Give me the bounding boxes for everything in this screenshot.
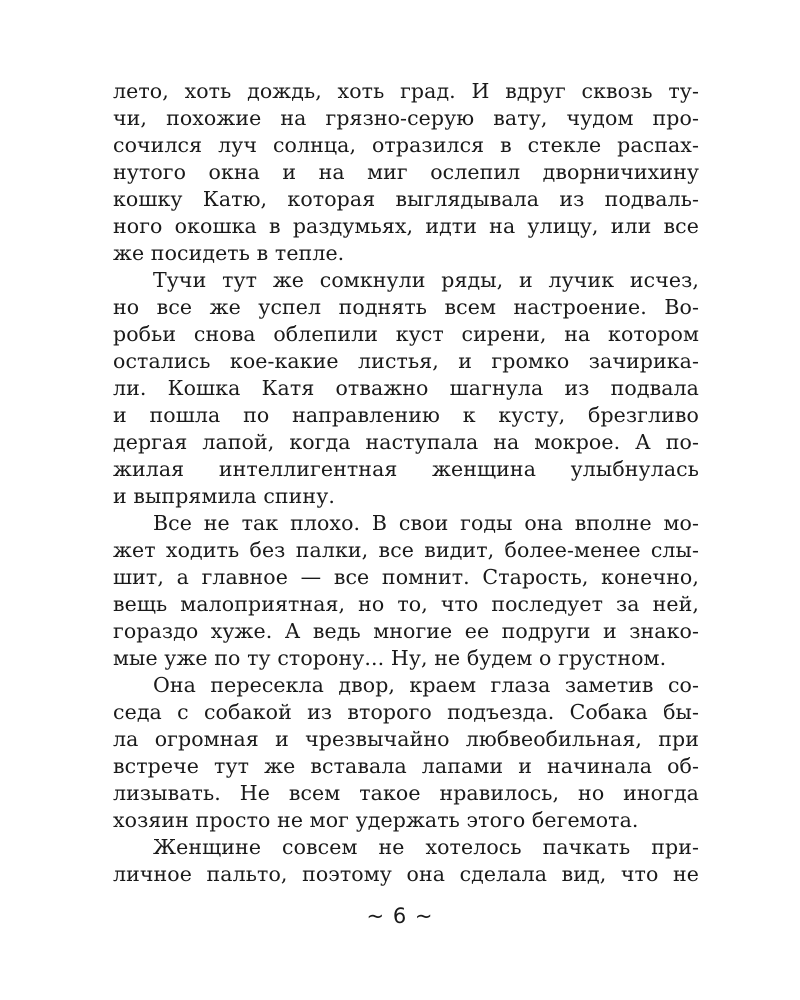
- text-line: мые уже по ту сторону... Ну, не будем о грустном.: [113, 646, 667, 670]
- paragraph-5: [113, 834, 699, 888]
- text-line: но все же успел поднять всем настроение. Во-: [113, 295, 699, 319]
- paragraph-2: [113, 267, 699, 510]
- text-line: ли. Кошка Катя отважно шагнула из подвала: [113, 376, 699, 400]
- text-line: же посидеть в тепле.: [113, 241, 345, 265]
- text-line: вещь малоприятная, но то, что последует за ней,: [113, 592, 699, 616]
- text-line: робьи снова облепили куст сирени, на котором: [113, 322, 699, 346]
- text-line: седа с собакой из второго подъезда. Собака бы-: [113, 700, 699, 724]
- text-line: гораздо хуже. А ведь многие ее подруги и знако-: [113, 619, 699, 643]
- text-line: Тучи тут же сомкнули ряды, и лучик исчез,: [153, 268, 699, 292]
- paragraph-4: [113, 672, 699, 834]
- text-line: и выпрямила спину.: [113, 484, 335, 508]
- text-line: хозяин просто не мог удержать этого бегемота.: [113, 808, 639, 832]
- text-line: и пошла по направлению к кусту, брезгливо: [113, 403, 699, 427]
- text-line: кошку Катю, которая выглядывала из подваль-: [113, 187, 699, 211]
- text-line: жет ходить без палки, все видит, более-менее слы-: [113, 538, 699, 562]
- text-line: жилая интеллигентная женщина улыбнулась: [113, 457, 699, 481]
- text-line: шит, а главное — все помнит. Старость, конечно,: [113, 565, 699, 589]
- text-line: Она пересекла двор, краем глаза заметив со-: [153, 673, 699, 697]
- text-line: Все не так плохо. В свои годы она вполне мо-: [153, 511, 699, 535]
- text-line: личное пальто, поэтому она сделала вид, что не: [113, 862, 699, 886]
- text-line: Женщине совсем не хотелось пачкать при-: [153, 835, 699, 859]
- text-line: лизывать. Не всем такое нравилось, но иногда: [113, 781, 699, 805]
- text-line: нутого окна и на миг ослепил дворничихину: [113, 160, 699, 184]
- text-line: лето, хоть дождь, хоть град. И вдруг сквозь ту-: [113, 79, 699, 103]
- paragraph-1: [113, 78, 699, 267]
- body-text: [113, 78, 699, 888]
- text-line: ного окошка в раздумьях, идти на улицу, или все: [113, 214, 699, 238]
- text-line: ла огромная и чрезвычайно любвеобильная, при: [113, 727, 699, 751]
- text-line: остались кое-какие листья, и громко зачирика-: [113, 349, 699, 373]
- text-line: дергая лапой, когда наступала на мокрое. А по-: [113, 430, 699, 454]
- text-line: сочился луч солнца, отразился в стекле распах-: [113, 133, 699, 157]
- page-number: ~ 6 ~: [366, 904, 434, 928]
- paragraph-3: [113, 510, 699, 672]
- text-line: встрече тут же вставала лапами и начинала об-: [113, 754, 699, 778]
- text-line: чи, похожие на грязно-серую вату, чудом про-: [113, 106, 699, 130]
